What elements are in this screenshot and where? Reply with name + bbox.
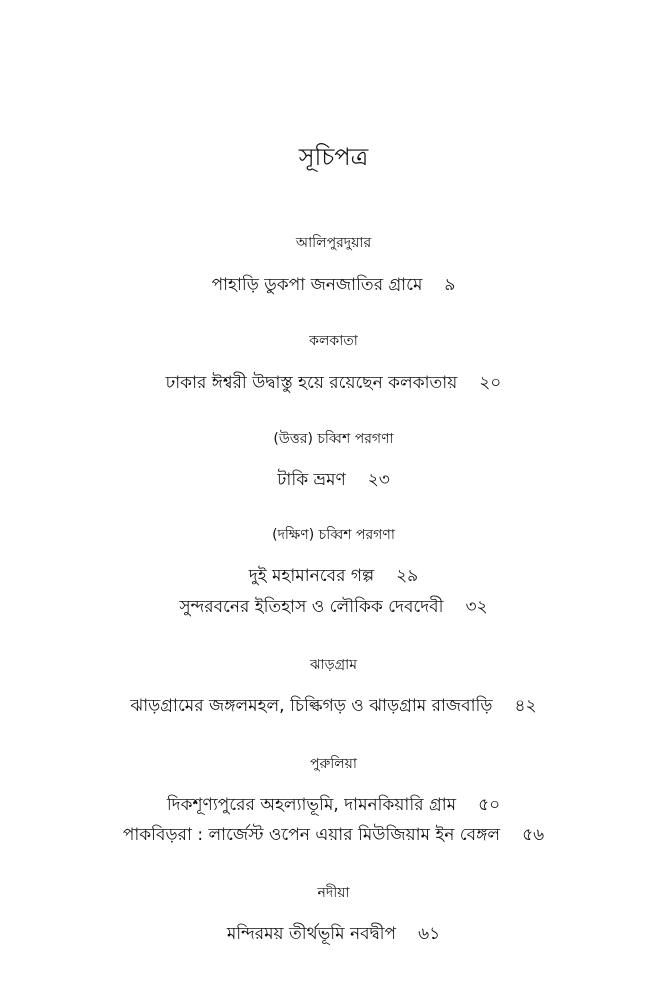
entry-page-number: ২০	[479, 373, 502, 393]
toc-entry	[0, 921, 667, 947]
entry-title: মন্দিরময় তীর্থভূমি নবদ্বীপ	[226, 924, 397, 944]
entry-page-number: ২৩	[367, 470, 390, 490]
section-heading: পুরুলিয়া	[310, 756, 357, 772]
entry-title: পাহাড়ি ডুকপা জনজাতির গ্রামে	[211, 275, 423, 295]
toc-entry	[0, 272, 667, 298]
section-heading: ঝাড়গ্রাম	[310, 657, 357, 673]
section-heading: কলকাতা	[309, 333, 358, 349]
toc-entry	[0, 594, 667, 620]
entry-page-number: ৩২	[465, 597, 488, 617]
toc-entry	[0, 693, 667, 719]
section-heading: আলিপুরদুয়ার	[295, 235, 372, 251]
toc-entry	[0, 563, 667, 589]
section-heading: (দক্ষিণ) চব্বিশ পরগণা	[272, 527, 395, 543]
entry-title: পাকবিড়রা : লার্জেস্ট ওপেন এয়ার মিউজিয়াম ইন বেঙ্গল	[122, 825, 501, 845]
entry-title: সুন্দরবনের ইতিহাস ও লৌকিক দেবদেবী	[179, 597, 444, 617]
entry-page-number: ২৯	[396, 566, 419, 586]
entry-title: টাকি ভ্রমণ	[277, 470, 346, 490]
toc-entry	[0, 370, 667, 396]
entry-page-number: ৬১	[418, 924, 441, 944]
entry-title: ঢাকার ঈশ্বরী উদ্বাস্তু হয়ে রয়েছেন কলকাতায়	[165, 373, 458, 393]
entry-page-number: ৫৬	[522, 825, 545, 845]
entry-title: দিকশূণ্যপুরের অহল্যাভূমি, দামনকিয়ারি গ্রাম	[166, 795, 457, 815]
page-title: সূচিপত্র	[298, 143, 369, 171]
toc-entry	[0, 792, 667, 818]
section-heading: (উত্তর) চব্বিশ পরগণা	[273, 431, 394, 447]
entry-page-number: ৪২	[514, 696, 537, 716]
entry-page-number: ৯	[444, 275, 456, 295]
toc-entry	[0, 467, 667, 493]
entry-title: ঝাড়গ্রামের জঙ্গলমহল, চিল্কিগড় ও ঝাড়গ্রাম রাজবাড়ি	[130, 696, 493, 716]
section-heading: নদীয়া	[317, 885, 350, 901]
entry-title: দুই মহামানবের গল্প	[248, 566, 375, 586]
toc-entry	[0, 822, 667, 848]
entry-page-number: ৫০	[478, 795, 501, 815]
